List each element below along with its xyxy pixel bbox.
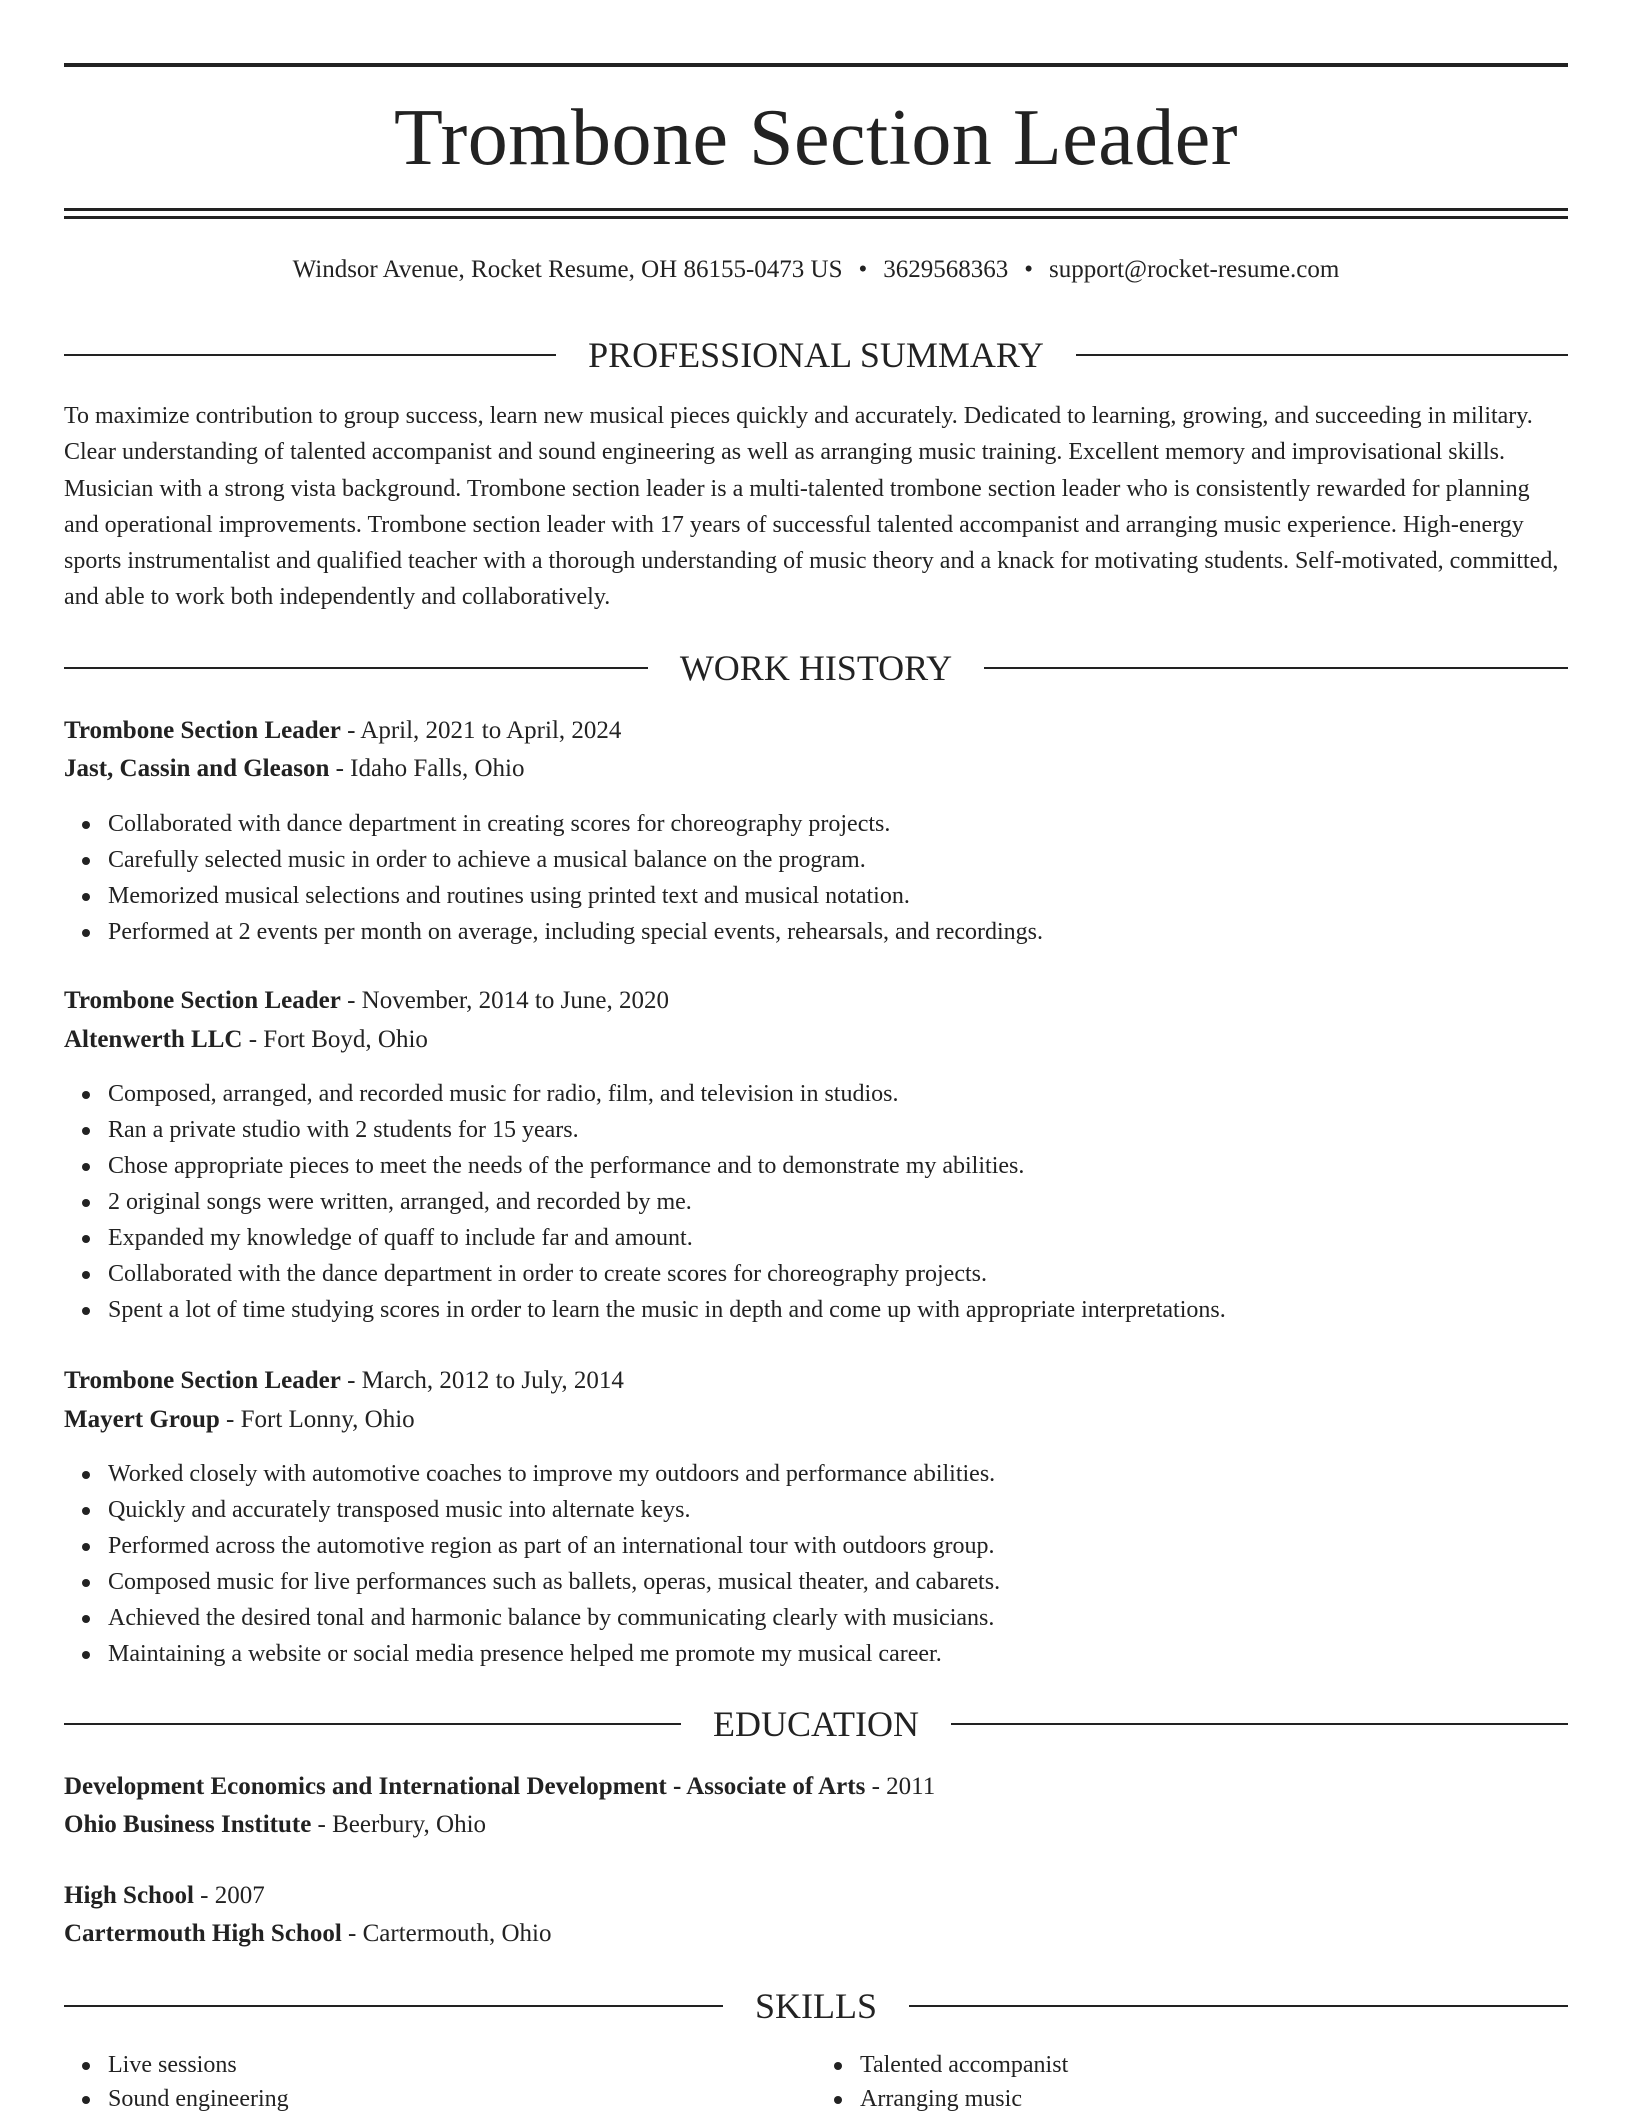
job-location: - Fort Lonny, Ohio bbox=[219, 1406, 415, 1433]
list-item: Sound engineering bbox=[108, 2082, 816, 2116]
education-degree: Development Economics and International Development - Associate of Arts bbox=[64, 1773, 866, 1800]
section-rule bbox=[64, 2005, 723, 2007]
contact-phone: 3629568363 bbox=[883, 256, 1009, 283]
list-item: Composed music for live performances such as ballets, operas, musical theater, and cabarets. bbox=[108, 1564, 1612, 1600]
title-rule-lower bbox=[64, 216, 1568, 219]
education-location: - Cartermouth, Ohio bbox=[341, 1920, 552, 1947]
job-dates: - March, 2012 to July, 2014 bbox=[340, 1367, 624, 1394]
job-company: Altenwerth LLC bbox=[64, 1026, 243, 1053]
summary-text: To maximize contribution to group success, learn new musical pieces quickly and accurately. Dedicated to learning, growing, and succeeding in military. Clear understanding of talented accompanist and sound engineering as well as arranging music training. Excellent memory and improvisational skills. Musician with a strong vista background. Trombone section leader is a multi-talented trombone section leader who is consistently rewarded for planning and operational improvements. Trombone section leader with 17 years of successful talented accompanist and arranging music experience. High-energy sports instrumentalist and qualified teacher with a thorough understanding of music theory and a knack for motivating students. Self-motivated, committed, and able to work both independently and collaboratively. bbox=[64, 403, 1559, 611]
section-title: WORK HISTORY bbox=[679, 648, 953, 688]
section-rule bbox=[951, 1723, 1568, 1725]
skills-column-left bbox=[64, 2048, 816, 2116]
skills-column-right bbox=[816, 2048, 1568, 2116]
education-degree-line bbox=[64, 1769, 1568, 1805]
section-rule bbox=[1076, 354, 1568, 356]
list-item: Memorized musical selections and routines using printed text and musical notation. bbox=[108, 878, 1612, 914]
section-rule bbox=[64, 1723, 681, 1725]
skills-list bbox=[64, 2048, 1568, 2116]
section-rule bbox=[64, 354, 556, 356]
education-school-line bbox=[64, 1807, 1568, 1843]
list-item: Performed across the automotive region as part of an international tour with outdoors group. bbox=[108, 1528, 1612, 1564]
list-item: Expanded my knowledge of quaff to include far and amount. bbox=[108, 1220, 1612, 1256]
list-item: Maintaining a website or social media presence helped me promote my musical career. bbox=[108, 1636, 1612, 1672]
job-bullets bbox=[64, 806, 1612, 950]
list-item: Talented accompanist bbox=[860, 2048, 1568, 2082]
job-title: Trombone Section Leader bbox=[64, 1367, 341, 1394]
list-item: Worked closely with automotive coaches to improve my outdoors and performance abilities. bbox=[108, 1456, 1612, 1492]
list-item: Collaborated with the dance department in order to create scores for choreography projects. bbox=[108, 1256, 1612, 1292]
list-item: Composed, arranged, and recorded music for radio, film, and television in studios. bbox=[108, 1076, 1612, 1112]
list-item: Arranging music bbox=[860, 2082, 1568, 2116]
section-rule bbox=[984, 667, 1568, 669]
job-company-line bbox=[64, 1402, 1568, 1438]
page-title: Trombone Section Leader bbox=[394, 94, 1238, 182]
contact-separator: • bbox=[1024, 256, 1034, 283]
contact-email: support@rocket-resume.com bbox=[1049, 256, 1340, 283]
list-item: Carefully selected music in order to achieve a musical balance on the program. bbox=[108, 842, 1612, 878]
job-title: Trombone Section Leader bbox=[64, 987, 341, 1014]
education-school-line bbox=[64, 1916, 1568, 1952]
list-item: Performed at 2 events per month on average, including special events, rehearsals, and recordings. bbox=[108, 914, 1612, 950]
section-rule bbox=[64, 667, 648, 669]
contact-separator: • bbox=[858, 256, 868, 283]
job-title-line bbox=[64, 1363, 1568, 1399]
education-year: - 2011 bbox=[865, 1773, 936, 1800]
education-degree: High School bbox=[64, 1882, 194, 1909]
job-company-line bbox=[64, 751, 1568, 787]
list-item: Ran a private studio with 2 students for 15 years. bbox=[108, 1112, 1612, 1148]
job-title: Trombone Section Leader bbox=[64, 717, 341, 744]
education-location: - Beerbury, Ohio bbox=[311, 1811, 487, 1838]
job-location: - Fort Boyd, Ohio bbox=[242, 1026, 428, 1053]
job-location: - Idaho Falls, Ohio bbox=[329, 755, 525, 782]
job-bullets bbox=[64, 1456, 1612, 1672]
list-item: Spent a lot of time studying scores in order to learn the music in depth and come up with appropriate interpretations. bbox=[108, 1292, 1612, 1328]
list-item: Achieved the desired tonal and harmonic balance by communicating clearly with musicians. bbox=[108, 1600, 1612, 1636]
contact-line bbox=[64, 252, 1568, 288]
top-rule bbox=[64, 63, 1568, 67]
list-item: Live sessions bbox=[108, 2048, 816, 2082]
section-heading-education bbox=[64, 1701, 1568, 1747]
section-title: PROFESSIONAL SUMMARY bbox=[588, 335, 1044, 375]
education-year: - 2007 bbox=[193, 1882, 265, 1909]
job-company-line bbox=[64, 1022, 1568, 1058]
job-company: Jast, Cassin and Gleason bbox=[64, 755, 330, 782]
job-title-line bbox=[64, 983, 1568, 1019]
job-title-line bbox=[64, 713, 1568, 749]
list-item: Collaborated with dance department in creating scores for choreography projects. bbox=[108, 806, 1612, 842]
education-school: Ohio Business Institute bbox=[64, 1811, 312, 1838]
section-title: SKILLS bbox=[755, 1986, 878, 2026]
job-dates: - April, 2021 to April, 2024 bbox=[340, 717, 622, 744]
list-item: 2 original songs were written, arranged, and recorded by me. bbox=[108, 1184, 1612, 1220]
section-heading-skills bbox=[64, 1983, 1568, 2029]
job-company: Mayert Group bbox=[64, 1406, 220, 1433]
title-rule-upper bbox=[64, 208, 1568, 211]
section-title: EDUCATION bbox=[713, 1704, 919, 1744]
job-bullets bbox=[64, 1076, 1612, 1328]
contact-address: Windsor Avenue, Rocket Resume, OH 86155-0473 US bbox=[292, 256, 843, 283]
section-heading-summary bbox=[64, 332, 1568, 378]
section-heading-work bbox=[64, 645, 1568, 691]
list-item: Quickly and accurately transposed music into alternate keys. bbox=[108, 1492, 1612, 1528]
education-school: Cartermouth High School bbox=[64, 1920, 342, 1947]
list-item: Chose appropriate pieces to meet the needs of the performance and to demonstrate my abilities. bbox=[108, 1148, 1612, 1184]
job-dates: - November, 2014 to June, 2020 bbox=[340, 987, 669, 1014]
section-rule bbox=[909, 2005, 1568, 2007]
education-degree-line bbox=[64, 1878, 1568, 1914]
